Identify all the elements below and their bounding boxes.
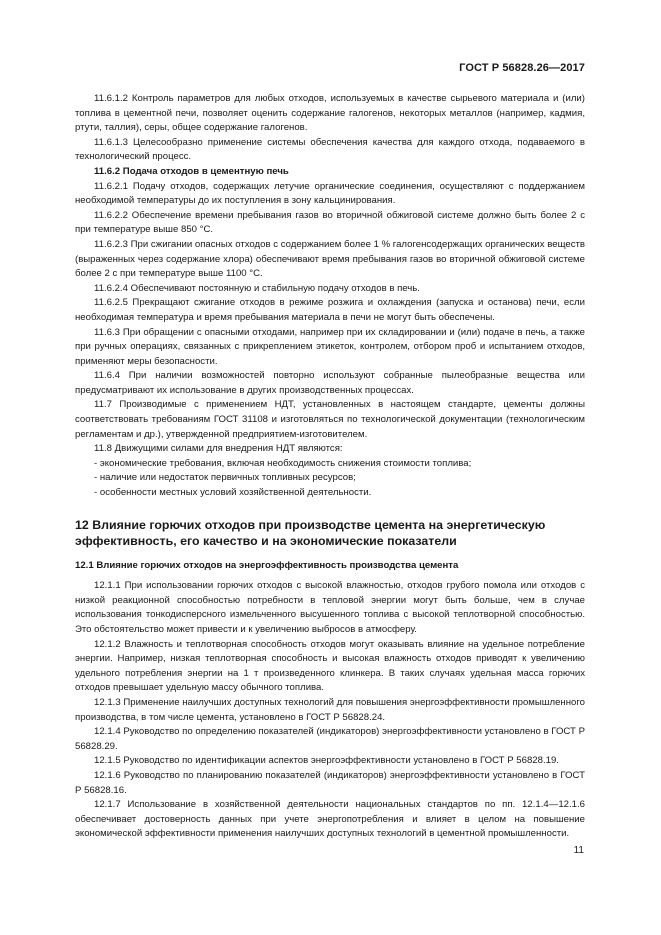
paragraph-12-1-3: 12.1.3 Применение наилучших доступных технологий для повышения энергоэффективности промышленного производства, в том числе цемента, установлено в ГОСТ Р 56828.24. <box>75 696 585 723</box>
paragraph-11-6-3: 11.6.3 При обращении с опасными отходами, например при их складировании и (или) подаче в печь, а также при ручных операциях, связанных с прикреплением этикеток, контролем, отбором проб и испытанием отходов, применяют меры безопасности. <box>75 326 585 367</box>
paragraph-12-1-1: 12.1.1 При использовании горючих отходов с высокой влажностью, отходов грубого помола или отходов с низкой реакционной способностью потребности в тепловой энергии могут быть больше, чем в случае использования тонкодисперсного измельченного высушенного топлива с высокой теплотворной способностью. Это обстоятельство может привести и к увеличению выбросов в атмосферу. <box>75 580 585 635</box>
paragraph-11-6-2-3: 11.6.2.3 При сжигании опасных отходов с содержанием более 1 % галогенсодержащих органических веществ (выраженных через содержание хлора) обеспечивают время пребывания газов во вторичной обжиговой системе более 2 с при температуре выше 1100 °C. <box>75 238 585 280</box>
subsection-12-1-title: 12.1 Влияние горючих отходов на энергоэффективность производства цемента <box>75 559 459 571</box>
page-number: 11 <box>573 845 584 856</box>
paragraph-11-6-2-1: 11.6.2.1 Подачу отходов, содержащих летучие органические соединения, осуществляют с поддержанием необходимой температуры до их поступления в зону кальцинирования. <box>75 180 585 207</box>
paragraph-11-6-2-2: 11.6.2.2 Обеспечение времени пребывания газов во вторичной обжиговой системе должно быть более 2 с при температуре выше 850 °C. <box>75 209 585 236</box>
list-item-driver: - особенности местных условий хозяйственной деятельности. <box>94 487 372 499</box>
paragraph-12-1-4: 12.1.4 Руководство по определению показателей (индикаторов) энергоэффективности установлено в ГОСТ Р 56828.29. <box>75 726 585 752</box>
section-12-title: 12 Влияние горючих отходов при производстве цемента на энергетическую эффективность, его качество и на экономические показатели <box>75 517 546 548</box>
paragraph-11-7: 11.7 Производимые с применением НДТ, установленных в настоящем стандарте, цементы должны соответствовать требованиям ГОСТ 31108 и изготовляться по технологической документации (технологическим регламентам и др.), утвержденной предприятием-изготовителем. <box>75 399 585 440</box>
list-item-driver: - наличие или недостаток первичных топливных ресурсов; <box>94 472 356 484</box>
paragraph-11-6-1-2: 11.6.1.2 Контроль параметров для любых отходов, используемых в качестве сырьевого материала и (или) топлива в цементной печи, позволяет оценить содержание галогенов, некоторых металлов (например, кадмия, ртути, таллия), серы, общее содержание галогенов. <box>75 93 585 134</box>
paragraph-11-8: 11.8 Движущими силами для внедрения НДТ являются: <box>94 443 343 455</box>
paragraph-12-1-2: 12.1.2 Влажность и теплотворная способность отходов могут оказывать влияние на удельное потребление энергии. Например, низкая теплотворная способность и высокая влажность отходов приводят к увеличению удельного потребления энергии на 1 т произведенного клинкера. В таких случаях удельная масса горючих отходов превышает удельную массу обычного топлива. <box>75 638 585 694</box>
paragraph-11-6-2-4: 11.6.2.4 Обеспечивают постоянную и стабильную подачу отходов в печь. <box>94 282 420 294</box>
paragraph-12-1-6: 12.1.6 Руководство по планированию показателей (индикаторов) энергоэффективности установлено в ГОСТ Р 56828.16. <box>75 769 585 796</box>
list-item-driver: - экономические требования, включая необходимость снижения стоимости топлива; <box>94 457 472 469</box>
document-header-code: ГОСТ Р 56828.26—2017 <box>459 62 585 74</box>
paragraph-12-1-7: 12.1.7 Использование в хозяйственной деятельности национальных стандартов по пп. 12.1.4—12.1.6 обеспечивает достоверность данных при учете энергопотребления и влияет в целом на повышение экономической эффективности применения наилучших доступных технологий в цементной промышленности. <box>75 799 585 840</box>
paragraph-11-6-2-5: 11.6.2.5 Прекращают сжигание отходов в режиме розжига и охлаждения (запуска и останова) печи, если необходимая температура и время пребывания материала в печи не могут быть обеспечены. <box>75 297 585 323</box>
paragraph-12-1-5: 12.1.5 Руководство по идентификации аспектов энергоэффективности установлено в ГОСТ Р 56828.19. <box>94 755 559 767</box>
paragraph-11-6-4: 11.6.4 При наличии возможностей повторно используют собранные пылеобразные вещества или предусматривают их использование в других производственных процессах. <box>75 370 585 396</box>
paragraph-11-6-1-3: 11.6.1.3 Целесообразно применение системы обеспечения качества для каждого отхода, подаваемого в технологический процесс. <box>75 136 585 163</box>
heading-11-6-2: 11.6.2 Подача отходов в цементную печь <box>94 165 289 177</box>
page-body <box>75 92 585 842</box>
